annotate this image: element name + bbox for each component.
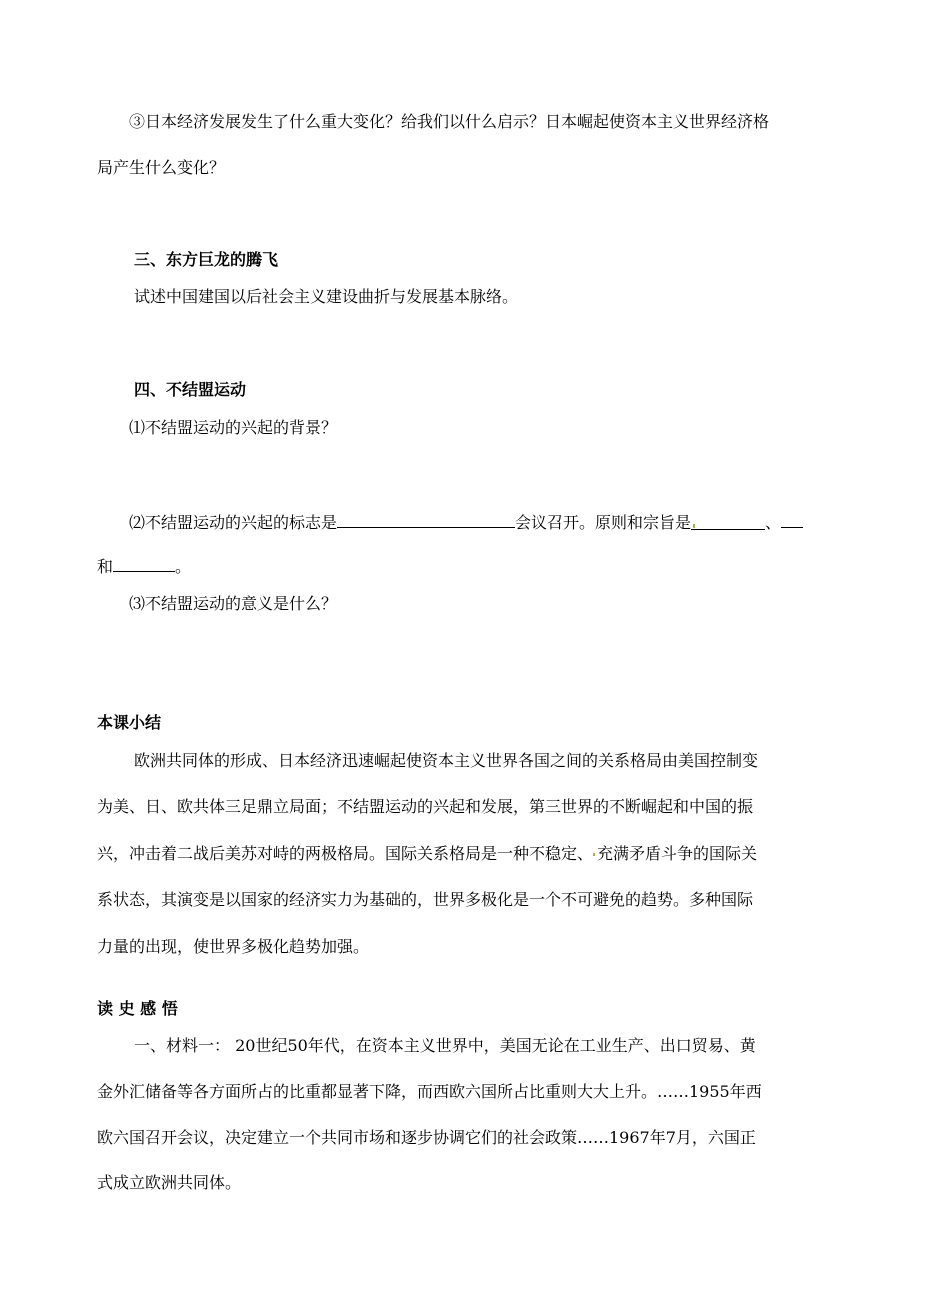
q2-sep: 、 (765, 513, 782, 532)
section-3-heading: 三、东方巨龙的腾飞 (134, 250, 279, 269)
reading-line: 式成立欧洲共同体。 (97, 1173, 242, 1192)
summary-heading: 本课小结 (97, 713, 162, 732)
q2-mid: 会议召开。原则和宗旨是 (515, 513, 692, 532)
conference-blank[interactable] (337, 511, 515, 528)
principle-blank-2[interactable] (781, 511, 803, 528)
green-dot-icon (593, 853, 595, 856)
reading-line: 欧六国召开会议，决定建立一个共同市场和逐步协调它们的社会政策……1967年7月，六国正 (97, 1128, 756, 1147)
section-4-question-2-line-2 (97, 555, 191, 577)
reading-heading: 读 史 感 悟 (97, 999, 178, 1018)
section-3-text: 试述中国建国以后社会主义建设曲折与发展基本脉络。 (134, 287, 519, 306)
reading-line: 金外汇储备等各方面所占的比重都显著下降，而西欧六国所占比重则大大上升。……1955年西 (97, 1082, 762, 1101)
question-3-line-2: 局产生什么变化？ (97, 158, 226, 177)
green-mark-icon (693, 524, 695, 528)
q2-prefix: ⑵不结盟运动的兴起的标志是 (129, 513, 338, 532)
q2-end: 。 (175, 557, 192, 576)
reading-line: 一、材料一： 20世纪50年代，在资本主义世界中，美国无论在工业生产、出口贸易、黄 (134, 1036, 756, 1055)
section-4-heading: 四、不结盟运动 (134, 380, 247, 399)
section-4-question-3: ⑶不结盟运动的意义是什么？ (129, 594, 338, 613)
summary-line: 系状态，其演变是以国家的经济实力为基础的，世界多极化是一个不可避免的趋势。多种国际 (97, 890, 754, 909)
question-3-line-1: ③日本经济发展发生了什么重大变化？给我们以什么启示？日本崛起使资本主义世界经济格 (129, 112, 770, 131)
principle-blank-1[interactable] (691, 513, 765, 530)
summary-line: 为美、日、欧共体三足鼎立局面；不结盟运动的兴起和发展，第三世界的不断崛起和中国的振 (97, 797, 754, 816)
principle-blank-3[interactable] (113, 555, 175, 572)
section-4-question-2-line-1 (129, 511, 803, 533)
section-4-question-1: ⑴不结盟运动的兴起的背景？ (129, 418, 338, 437)
summary-line: 欧洲共同体的形成、日本经济迅速崛起使资本主义世界各国之间的关系格局由美国控制变 (134, 751, 759, 770)
summary-line: 兴，冲击着二战后美苏对峙的两极格局。国际关系格局是一种不稳定、 充满矛盾斗争的国际关 (97, 844, 758, 863)
q2-line2-prefix: 和 (97, 557, 114, 576)
summary-line: 力量的出现，使世界多极化趋势加强。 (97, 937, 370, 956)
